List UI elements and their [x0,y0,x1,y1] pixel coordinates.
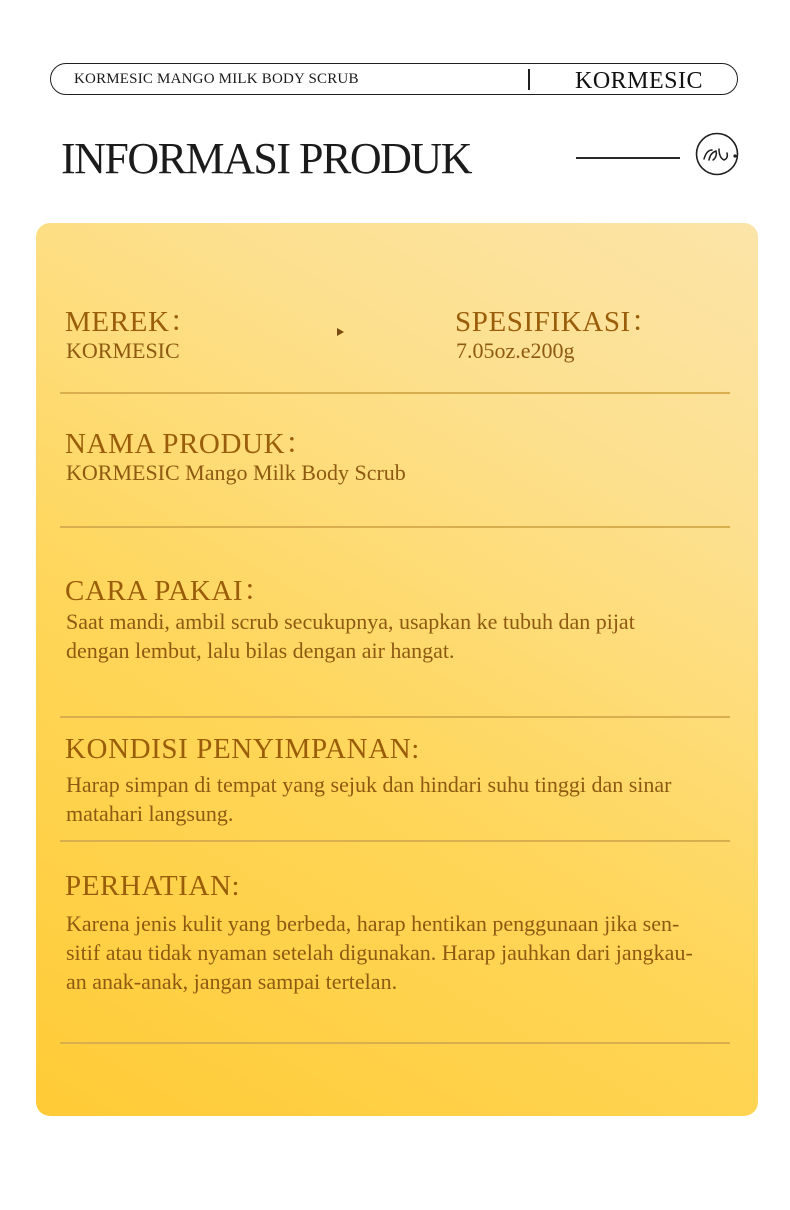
leaf-circle-icon [695,132,739,176]
spec-label: SPESIFIKASI： [455,306,661,338]
section-divider [60,840,730,842]
section-divider [60,1042,730,1044]
warning-line: Karena jenis kulit yang berbeda, harap hentikan penggunaan jika sen- [66,911,680,936]
warning-label: PERHATIAN: [65,870,241,902]
product-header-bar [50,63,738,95]
title-rule [576,157,680,159]
product-line-name: KORMESIC MANGO MILK BODY SCRUB [74,71,359,87]
usage-line: dengan lembut, lalu bilas dengan air hangat. [66,638,455,663]
section-divider [60,526,730,528]
product-name-value: KORMESIC Mango Milk Body Scrub [66,460,406,485]
brand-label: MEREK： [65,306,200,338]
spec-value: 7.05oz.e200g [456,338,575,363]
warning-line: an anak-anak, jangan sampai tertelan. [66,969,398,994]
brand-value: KORMESIC [66,338,180,363]
brand-logo: KORMESIC [575,68,704,94]
usage-label: CARA PAKAI： [65,575,273,607]
storage-label: KONDISI PENYIMPANAN: [65,733,420,765]
triangle-marker-icon [337,328,344,336]
header-divider [528,69,530,90]
storage-line: matahari langsung. [66,801,234,826]
storage-line: Harap simpan di tempat yang sejuk dan hindari suhu tinggi dan sinar [66,772,672,797]
page-title: INFORMASI PRODUK [61,134,471,183]
usage-line: Saat mandi, ambil scrub secukupnya, usapkan ke tubuh dan pijat [66,609,635,634]
product-info-card [36,223,758,1116]
section-divider [60,716,730,718]
section-divider [60,392,730,394]
product-name-label: NAMA PRODUK： [65,428,315,460]
warning-line: sitif atau tidak nyaman setelah digunakan. Harap jauhkan dari jangkau- [66,940,693,965]
